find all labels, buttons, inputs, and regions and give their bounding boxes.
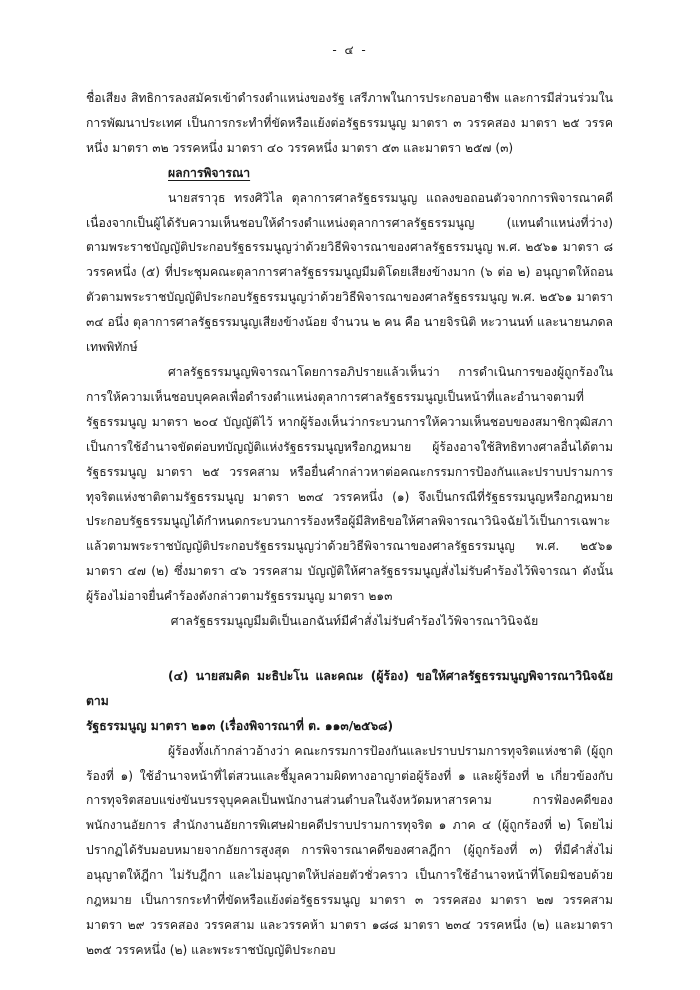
paragraph-recusal: นายสราวุธ ทรงศิวิไล ตุลาการศาลรัฐธรรมนูญ แถลงขอถอนตัวจากการพิจารณาคดี เนื่องจากเป็นผู้ได้รับความเห็นชอบให้ดำรงตำแหน่งตุลาการศาลรัฐธรรมนูญ (แทนตำแหน่งที่ว่าง) ตามพระราชบัญญัติประกอบรัฐธรรมนูญว่าด้วยวิธีพิจารณาของศาลรัฐธรรมนูญ พ.ศ. ๒๕๖๑ มาตรา ๘ วรรคหนึ่ง (๕) ที่ประชุมคณะตุลาการศาลรัฐธรรมนูญมีมติโดยเสียงข้างมาก (๖ ต่อ ๒) อนุญาตให้ถอนตัวตามพระราชบัญญัติประกอบรัฐธรรมนูญว่าด้วยวิธีพิจารณาของศาลรัฐธรรมนูญ พ.ศ. ๒๕๖๑ มาตรา ๓๔ อนึ่ง ตุลาการศาลรัฐธรรมนูญเสียงข้างน้อย จำนวน ๒ คน คือ นายจิรนิติ หะวานนท์ และนายนภดล เทพพิทักษ์ <box>86 190 613 355</box>
paragraph-section-4-claims: ผู้ร้องทั้งเก้ากล่าวอ้างว่า คณะกรรมการป้องกันและปราบปรามการทุจริตแห่งชาติ (ผู้ถูกร้องที่ ๑) ใช้อำนาจหน้าที่ไต่สวนและชี้มูลความผิดทางอาญาต่อผู้ร้องที่ ๑ และผู้ร้องที่ ๒ เกี่ยวข้องกับการทุจริตสอบแข่งขันบรรจุบุคคลเป็นพนักงานส่วนตำบลในจังหวัดมหาสารคาม การฟ้องคดีของพนักงานอัยการ สำนักงานอัยการพิเศษฝ่ายคดีปราบปรามการทุจริต ๑ ภาค ๔ (ผู้ถูกร้องที่ ๒) โดยไม่ปรากฏได้รับมอบหมายจากอัยการสูงสุด การพิจารณาคดีของศาลฎีกา (ผู้ถูกร้องที่ ๓) ที่มีคำสั่งไม่อนุญาตให้ฎีกา ไม่รับฎีกา และไม่อนุญาตให้ปล่อยตัวชั่วคราว เป็นการใช้อำนาจหน้าที่โดยมิชอบด้วยกฎหมาย เป็นการกระทำที่ขัดหรือแย้งต่อรัฐธรรมนูญ มาตรา ๓ วรรคสอง มาตรา ๒๗ วรรคสาม มาตรา ๒๙ วรรคสอง วรรคสาม และวรรคห้า มาตรา ๑๘๘ มาตรา ๒๓๔ วรรคหนึ่ง (๒) และมาตรา ๒๓๕ วรรคหนึ่ง (๒) และพระราชบัญญัติประกอบ <box>86 743 613 957</box>
page-number: - ๔ - <box>332 43 368 57</box>
section-4-heading-line-1: (๔) นายสมคิด มะธิปะโน และคณะ (ผู้ร้อง) ขอให้ศาลรัฐธรรมนูญพิจารณาวินิจฉัยตาม <box>86 668 613 708</box>
section-4-heading-line-2: รัฐธรรมนูญ มาตรา ๒๑๓ (เรื่องพิจารณาที่ ต. ๑๑๓/๒๕๖๘) <box>86 718 394 733</box>
section-4-heading <box>86 664 613 739</box>
decision-statement: ศาลรัฐธรรมนูญมีมติเป็นเอกฉันท์มีคำสั่งไม่รับคำร้องไว้พิจารณาวินิจฉัย <box>170 614 539 629</box>
paragraph-rights-violation: ชื่อเสียง สิทธิการลงสมัครเข้าดำรงตำแหน่งของรัฐ เสรีภาพในการประกอบอาชีพ และการมีส่วนร่วมในการพัฒนาประเทศ เป็นการกระทำที่ขัดหรือแย้งต่อรัฐธรรมนูญ มาตรา ๓ วรรคสอง มาตรา ๒๕ วรรคหนึ่ง มาตรา ๓๒ วรรคหนึ่ง มาตรา ๔๐ วรรคหนึ่ง มาตรา ๕๓ และมาตรา ๒๕๗ (๓) <box>86 91 613 155</box>
document-body <box>86 86 613 963</box>
heading-result-of-consideration: ผลการพิจารณา <box>168 165 251 180</box>
paragraph-court-reasoning: ศาลรัฐธรรมนูญพิจารณาโดยการอภิปรายแล้วเห็นว่า การดำเนินการของผู้ถูกร้องในการให้ความเห็นชอบบุคคลเพื่อดำรงตำแหน่งตุลาการศาลรัฐธรรมนูญเป็นหน้าที่และอำนาจตามที่รัฐธรรมนูญ มาตรา ๒๐๔ บัญญัติไว้ หากผู้ร้องเห็นว่ากระบวนการให้ความเห็นชอบของสมาชิกวุฒิสภาเป็นการใช้อำนาจขัดต่อบทบัญญัติแห่งรัฐธรรมนูญหรือกฎหมาย ผู้ร้องอาจใช้สิทธิทางศาลอื่นได้ตามรัฐธรรมนูญ มาตรา ๒๕ วรรคสาม หรือยื่นคำกล่าวหาต่อคณะกรรมการป้องกันและปราบปรามการทุจริตแห่งชาติตามรัฐธรรมนูญ มาตรา ๒๓๔ วรรคหนึ่ง (๑) จึงเป็นกรณีที่รัฐธรรมนูญหรือกฎหมายประกอบรัฐธรรมนูญได้กำหนดกระบวนการร้องหรือผู้มีสิทธิขอให้ศาลพิจารณาวินิจฉัยไว้เป็นการเฉพาะแล้วตามพระราชบัญญัติประกอบรัฐธรรมนูญว่าด้วยวิธีพิจารณาของศาลรัฐธรรมนูญ พ.ศ. ๒๕๖๑ มาตรา ๔๗ (๒) ซึ่งมาตรา ๔๖ วรรคสาม บัญญัติให้ศาลรัฐธรรมนูญสั่งไม่รับคำร้องไว้พิจารณา ดังนั้น ผู้ร้องไม่อาจยื่นคำร้องดังกล่าวตามรัฐธรรมนูญ มาตรา ๒๑๓ <box>86 364 613 604</box>
